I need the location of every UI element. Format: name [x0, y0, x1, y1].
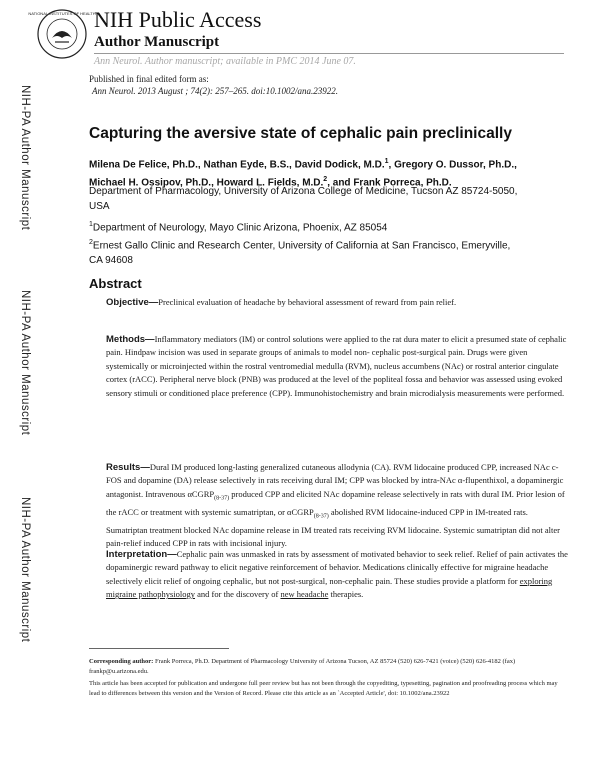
author-list: Milena De Felice, Ph.D., Nathan Eyde, B.S., David Dodick, M.D.$^1$, Gregory O. Dussor, Ph.D., Michael H. Ossipov, Ph.D., Howard L. Fields, M.D.$^2$, and Frank Porreca, Ph.D.	[89, 158, 517, 189]
side-label-middle: NIH-PA Author Manuscript	[19, 290, 31, 436]
abstract-methods: Methods—Inflammatory mediators (IM) or control solutions were applied to the rat dura mater to elicit a presumed state of cephalic pain. Hindpaw incision was used in separate groups of animals to model non- cephalic post-surgical pain. Drugs were given systemically or microinjected within the rostral ventromedial medulla (RVM), nucleus accumbens (NAc) or rostral anterior cingulate cortex (rACC). Peripheral nerve block (PNB) was produced at the level of the popliteal fossa and behavior was assessed using evoked sensory stimuli or conditioned place preference (CPP). Immunohistochemistry and brain microdialysis measurements were performed.	[106, 334, 567, 398]
corresponding-author: Corresponding author: Frank Porreca, Ph.D. Department of Pharmacology University of Arizona Tucson, AZ 85724 (520) 626-7421 (voice) (520) 626-4182 (fax) frankp@u.arizona.edu.	[89, 658, 516, 675]
abstract-interpretation: Interpretation—Cephalic pain was unmasked in rats by assessment of motivated behavior to seek relief. Relief of pain activates the dopaminergic reward pathway to elicit negative reinforcement of behavior. Medications clinically effective for migraine headache selectively elicit relief of ongoing cephalic, but not post-surgical, non-cephalic pain. These studies provide a platform for exploring migraine pathophysiology and for the discovery of new headache therapies.	[106, 549, 568, 600]
article-title: Capturing the aversive state of cephalic pain preclinically	[89, 125, 512, 142]
header-divider	[94, 53, 564, 54]
header-meta: Ann Neurol. Author manuscript; available in PMC 2014 June 07.	[94, 56, 356, 67]
affiliation-1: $^1$Department of Neurology, Mayo Clinic Arizona, Phoenix, AZ 85054	[89, 221, 388, 234]
side-label-bottom: NIH-PA Author Manuscript	[19, 497, 31, 643]
citation-line: Ann Neurol. 2013 August ; 74(2): 257–265. doi:10.1002/ana.23922.	[92, 86, 338, 96]
published-note: Published in final edited form as:	[89, 74, 209, 84]
hhs-eagle-seal-icon	[28, 8, 96, 60]
accepted-article-notice: This article has been accepted for publication and undergone full peer review but has not been through the copyediting, typesetting, pagination and proofreading process which may lead to differences between this version and the Version of Record. Please cite this article as an `Accepted Article', doi: 10.1002/ana.23922	[89, 680, 558, 697]
abstract-results: Results—Dural IM produced long-lasting generalized cutaneous allodynia (CA). RVM lidocaine produced CPP, increased NAc c-FOS and dopamine (DA) release selectively in rats receiving dural IM; CPP was blocked by intra-NAc α-flupenthixol, a dopaminergic antagonist. Intravenous αCGRP$_{(8-37)}$ produced CPP and elicited NAc dopamine release selectively in rats with dural IM. Prior lesion of the rACC or treatment with systemic sumatriptan, or αCGRP$_{(8-37)}$ abolished RVM lidocaine-induced CPP in IM-treated rats. Sumatriptan treatment blocked NAc dopamine release in IM treated rats receiving RVM lidocaine. Systemic sumatriptan did not alter pain-relief induced CPP in rats with incisional injury.	[106, 462, 565, 549]
abstract-heading: Abstract	[89, 276, 142, 291]
affiliation-2: $^2$Ernest Gallo Clinic and Research Center, University of California at San Francisco, Emeryville, CA 94608	[89, 239, 511, 267]
logo-text: NATIONAL INSTITUTES OF HEALTH	[28, 11, 96, 16]
abstract-objective: Objective—Preclinical evaluation of headache by behavioral assessment of reward from pain relief.	[106, 297, 457, 308]
header-subtitle: Author Manuscript	[94, 34, 220, 50]
affiliation-primary: Department of Pharmacology, University of Arizona College of Medicine, Tucson AZ 85724-5050, USA	[89, 186, 518, 212]
side-label-top: NIH-PA Author Manuscript	[19, 85, 31, 231]
header-title: NIH Public Access	[94, 7, 262, 32]
footnote-divider	[89, 648, 229, 649]
